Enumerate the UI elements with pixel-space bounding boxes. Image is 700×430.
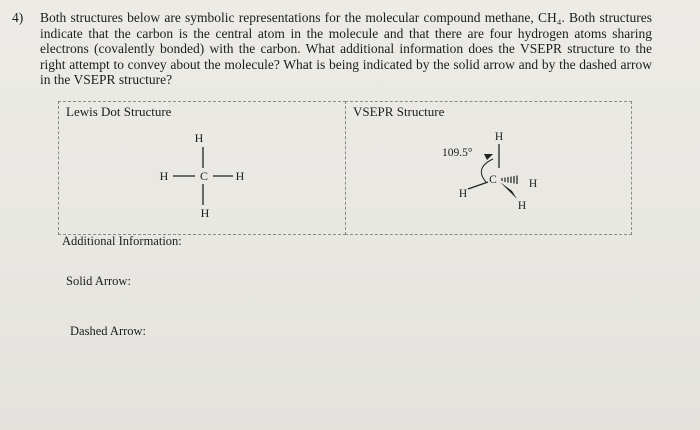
vsepr-solid-wedge bbox=[500, 182, 517, 199]
vsepr-h-top: H bbox=[494, 131, 504, 143]
vsepr-h-left: H bbox=[458, 188, 468, 200]
question-text bbox=[40, 10, 652, 88]
lewis-h-top: H bbox=[194, 131, 204, 145]
vsepr-angle-arrowhead bbox=[484, 154, 493, 160]
vsepr-bond-left bbox=[468, 182, 488, 189]
vsepr-h-right: H bbox=[528, 178, 538, 190]
lewis-structure-box bbox=[58, 101, 346, 235]
question-number: 4) bbox=[12, 10, 24, 25]
solid-arrow-label: Solid Arrow: bbox=[66, 274, 131, 288]
vsepr-dashed-wedge bbox=[502, 176, 517, 185]
vsepr-diagram bbox=[346, 102, 631, 234]
vsepr-angle: 109.5° bbox=[442, 147, 473, 159]
additional-info-label: Additional Information: bbox=[62, 234, 182, 248]
lewis-diagram bbox=[59, 102, 345, 234]
lewis-h-bottom: H bbox=[200, 206, 210, 220]
lewis-h-right: H bbox=[235, 169, 245, 183]
vsepr-c: C bbox=[489, 174, 497, 186]
lewis-title: Lewis Dot Structure bbox=[63, 104, 174, 120]
dashed-arrow-label: Dashed Arrow: bbox=[70, 324, 147, 338]
lewis-h-left: H bbox=[159, 169, 169, 183]
question-body: Both structures below are symbolic representations for the molecular compound methane, CH₄. Both structures indicate that the carbon is the central atom in the molecule and that there are four hydrogen atoms sharing electrons (covalently bonded) with the carbon. What additional information does the VSEPR structure to the right attempt to convey about the molecule? What is being indicated by the solid arrow and by the dashed arrow in the VSEPR structure? bbox=[40, 10, 652, 87]
vsepr-h-bottom-right: H bbox=[517, 200, 527, 212]
vsepr-title: VSEPR Structure bbox=[350, 104, 447, 120]
vsepr-structure-box bbox=[345, 101, 632, 235]
lewis-c: C bbox=[199, 169, 209, 183]
